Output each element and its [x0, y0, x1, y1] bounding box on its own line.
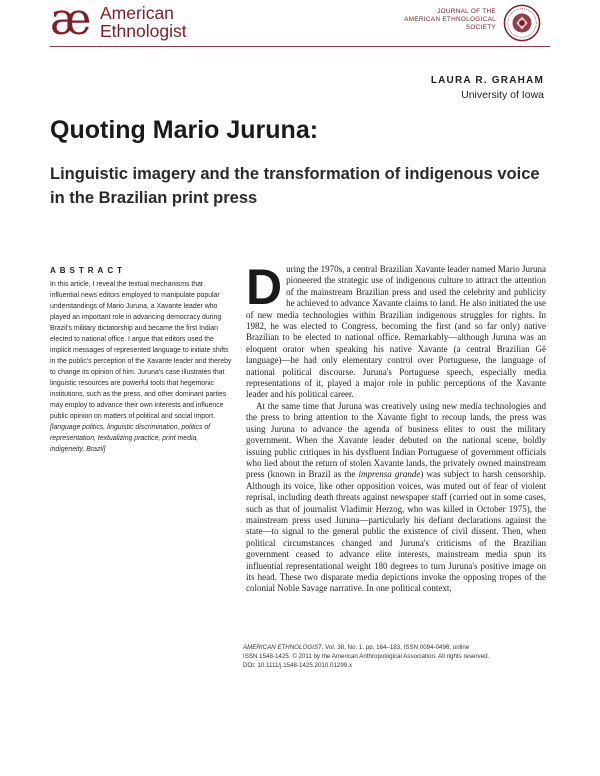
author-name: LAURA R. GRAHAM	[430, 75, 544, 86]
journal-line-3: SOCIETY	[465, 24, 496, 32]
body-paragraph-2-text-b: ) was subject to harsh censorship. Although its voice, like other opposition voices, was muted out of fear of violent reprisal, including death threats against newspaper staff (carried out in some cases, such as that of journalist Vladimir Herzog, who was killed in October 1975), the mainstream press used Juruna—particularly his defiant declarations against the state—to signal to the general public the existence of civil dissent. Then, when political circumstances changed and Juruna's criticisms of the Brazilian government ceased to advance elite interests, mainstream media spun its influential representational weight 180 degrees to turn Juruna's positive image on its head. These two disparate media depictions invoke the opposing tropes of the colonial Noble Savage narrative. In one political context,	[246, 469, 546, 594]
body-paragraph-1-text: uring the 1970s, a central Brazilian Xavante leader named Mario Juruna pioneered the strategic use of indigenous culture to attract the attention of the mainstream Brazilian press and used the celebrity and publicity he achieved to advance Xavante claims to land. He also initiated the use of new media technologies within Brazilian indigenous struggles for rights. In 1982, he was elected to Congress, becoming the first (and so far only) native Brazilian to be elected to national office. Remarkably—although Juruna was an eloquent orator when speaking his native Xavante (a central Brazilian Gê language)—he had only elementary control over Portuguese, the language of national political discourse. Juruna's Portuguese speech, especially media representations of it, played a major role in public perceptions of the Xavante leader and his political career.	[246, 264, 546, 400]
article-subtitle: Linguistic imagery and the transformation of indigenous voice in the Brazilian print press	[50, 165, 540, 207]
journal-line-1: JOURNAL OF THE	[437, 8, 496, 15]
footer-line-2: ISSN 1548-1425. © 2011 by the American Anthropological Association. All rights reserved.	[243, 653, 490, 660]
abstract-heading: ABSTRACT	[50, 266, 126, 275]
author-affiliation: University of Iowa	[461, 89, 544, 101]
journal-header	[0, 0, 600, 46]
citation-footer	[243, 643, 553, 670]
drop-cap: D	[246, 259, 283, 315]
abstract-text	[50, 279, 232, 455]
body-paragraph-2-text-a: At the same time that Juruna was creatively using new media technologies and the press to bring attention to the Xavante fight to recoup lands, the press was using Juruna to advance the agenda of business elites to oust the military government. When the Xavante leader debuted on the national scene, boldly issuing public critiques in his dysfluent Indian Portuguese of government officials who lied about the return of stolen Xavante lands, the privately owned mainstream press (known in Brazil as the	[246, 400, 546, 480]
footer-doi: DOI: 10.1111/j.1548-1425.2010.01299.x	[243, 662, 353, 669]
article-title: Quoting Mario Juruna:	[50, 116, 319, 144]
abstract-body: In this article, I reveal the textual mechanisms that influential news editors employed to manipulate popular understandings of Mario Juruna, a Xavante leader who played an important role in advancing democracy during Brazil's military dictatorship and became the first Indian elected to national office. I argue that editors used the implicit messages of represented language to initiate shifts in the public's perception of the Xavante leader and thereby to change its opinion of him. Juruna's case illustrates that linguistic resources are powerful tools that hegemonic institutions, such as the press, and other dominant parties may employ to advance their own interests and influence public opinion on matters of political and social import.	[50, 281, 232, 420]
author-block	[431, 74, 544, 102]
body-paragraph-1	[246, 259, 546, 401]
footer-line-1	[243, 643, 553, 652]
body-paragraph-2-italic: imprensa grande	[358, 469, 421, 480]
journal-logo-text	[100, 4, 187, 40]
logo-line-1: American	[100, 3, 174, 23]
article-body	[246, 259, 546, 595]
journal-logo-mark: æ	[50, 0, 92, 45]
footer-citation: , Vol. 38, No. 1, pp. 164–183, ISSN 0094-0496, online	[321, 644, 470, 651]
header-rule	[50, 46, 550, 47]
logo-line-2: Ethnologist	[100, 21, 187, 41]
footer-journal-name: AMERICAN ETHNOLOGIST	[243, 644, 322, 651]
journal-line-2: AMERICAN ETHNOLOGICAL	[404, 16, 496, 24]
body-paragraph-2	[246, 401, 546, 595]
journal-society-text	[404, 8, 496, 33]
abstract-keywords: [language politics, linguistic discrimination, politics of representation, textualizing practice, print media, indigeneity, Brazil]	[50, 424, 211, 453]
society-seal-icon	[503, 4, 541, 42]
